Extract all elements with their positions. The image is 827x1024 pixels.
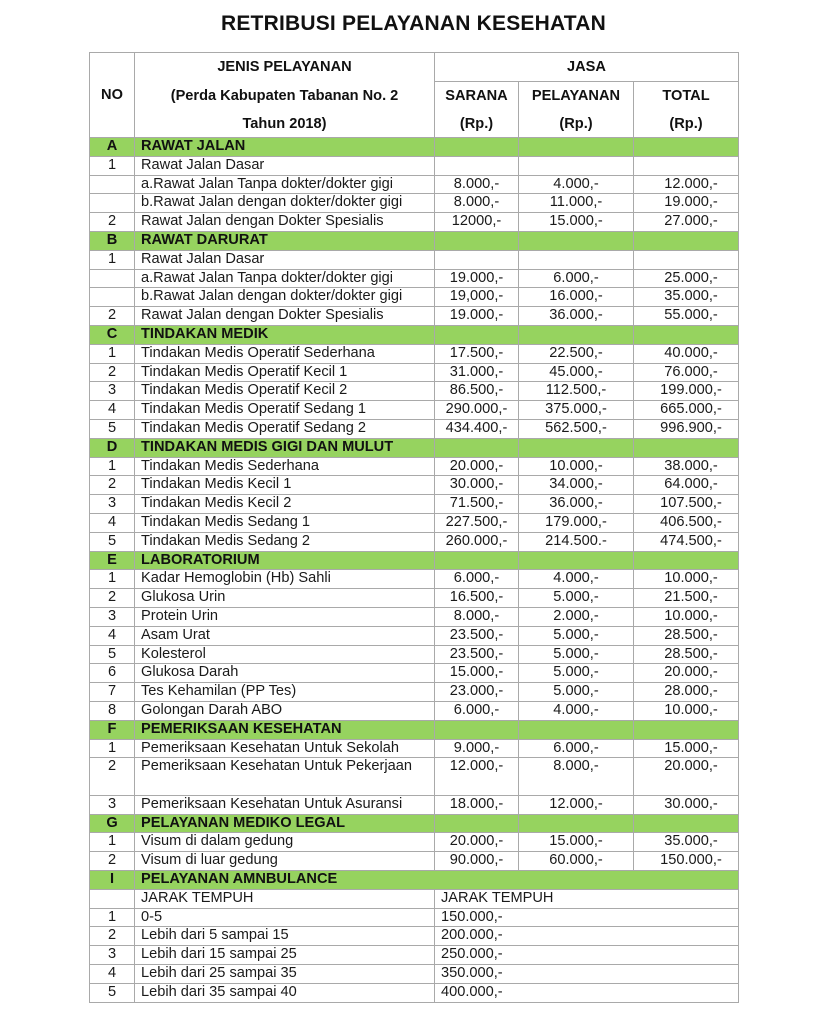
row-sarana: 16.500,- xyxy=(435,589,519,608)
row-description: Pemeriksaan Kesehatan Untuk Pekerjaan xyxy=(135,758,435,796)
section-empty-cell xyxy=(435,325,519,344)
row-sarana: 6.000,- xyxy=(435,570,519,589)
row-description: Tindakan Medis Sederhana xyxy=(135,457,435,476)
row-total: 55.000,- xyxy=(634,307,739,326)
row-total: 76.000,- xyxy=(634,363,739,382)
row-total: 15.000,- xyxy=(634,739,739,758)
row-number xyxy=(90,194,135,213)
section-code: D xyxy=(90,438,135,457)
section-header-d xyxy=(90,438,739,457)
table-row xyxy=(90,965,739,984)
section-empty-cell xyxy=(519,720,634,739)
section-empty-cell xyxy=(435,551,519,570)
row-sarana: 15.000,- xyxy=(435,664,519,683)
row-number: 3 xyxy=(90,382,135,401)
row-number: 5 xyxy=(90,419,135,438)
row-total: 35.000,- xyxy=(634,833,739,852)
section-title: RAWAT JALAN xyxy=(135,138,435,157)
row-description: 0-5 xyxy=(135,908,435,927)
row-value: 350.000,- xyxy=(435,965,739,984)
row-pelayanan: 562.500,- xyxy=(519,419,634,438)
section-code: G xyxy=(90,814,135,833)
row-pelayanan: 214.500.- xyxy=(519,532,634,551)
section-code: B xyxy=(90,231,135,250)
row-number: 1 xyxy=(90,739,135,758)
section-title: TINDAKAN MEDIS GIGI DAN MULUT xyxy=(135,438,435,457)
section-empty-cell xyxy=(519,138,634,157)
section-empty-cell xyxy=(634,138,739,157)
row-number: 8 xyxy=(90,701,135,720)
table-row xyxy=(90,401,739,420)
row-number: 5 xyxy=(90,532,135,551)
row-total: 199.000,- xyxy=(634,382,739,401)
row-description: Tindakan Medis Operatif Kecil 2 xyxy=(135,382,435,401)
row-pelayanan: 6.000,- xyxy=(519,739,634,758)
tariff-table xyxy=(89,52,739,1003)
section-header-i xyxy=(90,871,739,890)
row-total: 28.500,- xyxy=(634,645,739,664)
table-row xyxy=(90,645,739,664)
row-sarana: 20.000,- xyxy=(435,457,519,476)
row-sarana: 31.000,- xyxy=(435,363,519,382)
row-sarana: 8.000,- xyxy=(435,607,519,626)
row-description: a.Rawat Jalan Tanpa dokter/dokter gigi xyxy=(135,175,435,194)
row-pelayanan: 36.000,- xyxy=(519,307,634,326)
row-number xyxy=(90,889,135,908)
row-pelayanan: 6.000,- xyxy=(519,269,634,288)
row-pelayanan: 36.000,- xyxy=(519,495,634,514)
table-row xyxy=(90,664,739,683)
row-sarana: 260.000,- xyxy=(435,532,519,551)
row-total xyxy=(634,156,739,175)
row-description: Tindakan Medis Kecil 2 xyxy=(135,495,435,514)
section-code: I xyxy=(90,871,135,890)
row-pelayanan: 45.000,- xyxy=(519,363,634,382)
section-title: PEMERIKSAAN KESEHATAN xyxy=(135,720,435,739)
row-number: 3 xyxy=(90,495,135,514)
row-number: 1 xyxy=(90,344,135,363)
section-empty-cell xyxy=(634,438,739,457)
row-pelayanan: 22.500,- xyxy=(519,344,634,363)
row-number: 3 xyxy=(90,795,135,814)
row-description: Asam Urat xyxy=(135,626,435,645)
header-total-unit: (Rp.) xyxy=(634,110,739,138)
row-sarana: 23.500,- xyxy=(435,645,519,664)
table-row xyxy=(90,194,739,213)
row-sarana: 18.000,- xyxy=(435,795,519,814)
row-sarana: 19.000,- xyxy=(435,307,519,326)
row-total: 474.500,- xyxy=(634,532,739,551)
row-pelayanan: 4.000,- xyxy=(519,570,634,589)
section-empty-cell xyxy=(634,325,739,344)
row-pelayanan: 16.000,- xyxy=(519,288,634,307)
row-description: b.Rawat Jalan dengan dokter/dokter gigi xyxy=(135,288,435,307)
row-total: 30.000,- xyxy=(634,795,739,814)
row-total: 64.000,- xyxy=(634,476,739,495)
section-code: F xyxy=(90,720,135,739)
row-sarana: 71.500,- xyxy=(435,495,519,514)
row-total: 10.000,- xyxy=(634,701,739,720)
section-empty-cell xyxy=(519,325,634,344)
row-number: 2 xyxy=(90,213,135,232)
row-total: 665.000,- xyxy=(634,401,739,420)
row-total: 35.000,- xyxy=(634,288,739,307)
row-number: 7 xyxy=(90,683,135,702)
row-pelayanan: 34.000,- xyxy=(519,476,634,495)
table-row xyxy=(90,175,739,194)
section-empty-cell xyxy=(435,231,519,250)
table-row xyxy=(90,852,739,871)
row-number: 2 xyxy=(90,589,135,608)
row-total: 19.000,- xyxy=(634,194,739,213)
row-description: Pemeriksaan Kesehatan Untuk Asuransi xyxy=(135,795,435,814)
row-total: 20.000,- xyxy=(634,758,739,796)
section-header-b xyxy=(90,231,739,250)
row-description: Tindakan Medis Sedang 1 xyxy=(135,513,435,532)
row-description: a.Rawat Jalan Tanpa dokter/dokter gigi xyxy=(135,269,435,288)
section-code: A xyxy=(90,138,135,157)
row-description: Tindakan Medis Operatif Sederhana xyxy=(135,344,435,363)
row-total: 996.900,- xyxy=(634,419,739,438)
row-total: 25.000,- xyxy=(634,269,739,288)
row-description: Visum di dalam gedung xyxy=(135,833,435,852)
table-row xyxy=(90,683,739,702)
row-number: 6 xyxy=(90,664,135,683)
row-value: 150.000,- xyxy=(435,908,739,927)
row-number: 3 xyxy=(90,607,135,626)
section-header-e xyxy=(90,551,739,570)
row-number: 4 xyxy=(90,401,135,420)
table-row xyxy=(90,382,739,401)
row-sarana: 19,000,- xyxy=(435,288,519,307)
table-row xyxy=(90,626,739,645)
table-row xyxy=(90,363,739,382)
section-empty-cell xyxy=(634,720,739,739)
row-total: 20.000,- xyxy=(634,664,739,683)
row-sarana: 434.400,- xyxy=(435,419,519,438)
row-pelayanan: 375.000,- xyxy=(519,401,634,420)
section-empty-cell xyxy=(519,231,634,250)
row-number: 4 xyxy=(90,965,135,984)
section-empty-cell xyxy=(435,720,519,739)
section-title: RAWAT DARURAT xyxy=(135,231,435,250)
row-sarana: 23.500,- xyxy=(435,626,519,645)
row-pelayanan: 2.000,- xyxy=(519,607,634,626)
table-row xyxy=(90,570,739,589)
header-pelayanan-unit: (Rp.) xyxy=(519,110,634,138)
row-description: Protein Urin xyxy=(135,607,435,626)
row-number: 5 xyxy=(90,983,135,1002)
row-pelayanan: 5.000,- xyxy=(519,626,634,645)
table-row xyxy=(90,213,739,232)
table-row xyxy=(90,946,739,965)
row-description: Glukosa Urin xyxy=(135,589,435,608)
section-title: PELAYANAN AMNBULANCE xyxy=(135,871,739,890)
table-row xyxy=(90,589,739,608)
table-row xyxy=(90,457,739,476)
table-row xyxy=(90,739,739,758)
section-title: LABORATORIUM xyxy=(135,551,435,570)
section-title: PELAYANAN MEDIKO LEGAL xyxy=(135,814,435,833)
table-row xyxy=(90,269,739,288)
row-sarana: 19.000,- xyxy=(435,269,519,288)
section-header-g xyxy=(90,814,739,833)
section-empty-cell xyxy=(519,438,634,457)
section-empty-cell xyxy=(634,814,739,833)
row-description: Tindakan Medis Operatif Sedang 1 xyxy=(135,401,435,420)
table-row xyxy=(90,495,739,514)
table-row xyxy=(90,795,739,814)
row-description: Visum di luar gedung xyxy=(135,852,435,871)
row-description: b.Rawat Jalan dengan dokter/dokter gigi xyxy=(135,194,435,213)
table-row xyxy=(90,250,739,269)
table-row xyxy=(90,833,739,852)
row-number: 1 xyxy=(90,250,135,269)
table-row xyxy=(90,927,739,946)
row-pelayanan: 8.000,- xyxy=(519,758,634,796)
row-sarana: 20.000,- xyxy=(435,833,519,852)
row-description: Golongan Darah ABO xyxy=(135,701,435,720)
row-pelayanan xyxy=(519,156,634,175)
row-total: 12.000,- xyxy=(634,175,739,194)
row-pelayanan: 179.000,- xyxy=(519,513,634,532)
row-sarana: 6.000,- xyxy=(435,701,519,720)
header-jenis-line1: JENIS PELAYANAN xyxy=(135,53,435,82)
row-sarana: 8.000,- xyxy=(435,194,519,213)
row-number: 1 xyxy=(90,156,135,175)
row-sarana: 12000,- xyxy=(435,213,519,232)
row-pelayanan: 11.000,- xyxy=(519,194,634,213)
header-no: NO xyxy=(90,53,135,138)
row-description: Lebih dari 35 sampai 40 xyxy=(135,983,435,1002)
row-total: 10.000,- xyxy=(634,570,739,589)
table-row xyxy=(90,476,739,495)
header-sarana: SARANA xyxy=(435,82,519,111)
section-empty-cell xyxy=(519,814,634,833)
header-jasa: JASA xyxy=(435,53,739,82)
table-row xyxy=(90,983,739,1002)
row-description: Tindakan Medis Kecil 1 xyxy=(135,476,435,495)
table-row xyxy=(90,607,739,626)
row-sarana: 8.000,- xyxy=(435,175,519,194)
header-pelayanan: PELAYANAN xyxy=(519,82,634,111)
row-description: Lebih dari 25 sampai 35 xyxy=(135,965,435,984)
row-pelayanan xyxy=(519,250,634,269)
row-number: 5 xyxy=(90,645,135,664)
header-jenis-line2: (Perda Kabupaten Tabanan No. 2 xyxy=(135,82,435,111)
table-row xyxy=(90,908,739,927)
row-pelayanan: 15.000,- xyxy=(519,833,634,852)
row-number: 2 xyxy=(90,758,135,796)
subheader-right: JARAK TEMPUH xyxy=(435,889,739,908)
row-pelayanan: 5.000,- xyxy=(519,664,634,683)
section-empty-cell xyxy=(435,438,519,457)
row-total: 28.500,- xyxy=(634,626,739,645)
section-empty-cell xyxy=(435,814,519,833)
section-header-c xyxy=(90,325,739,344)
row-sarana: 30.000,- xyxy=(435,476,519,495)
table-row xyxy=(90,419,739,438)
row-sarana xyxy=(435,250,519,269)
header-sarana-unit: (Rp.) xyxy=(435,110,519,138)
row-number: 2 xyxy=(90,927,135,946)
table-row xyxy=(90,513,739,532)
row-description: Glukosa Darah xyxy=(135,664,435,683)
row-value: 250.000,- xyxy=(435,946,739,965)
row-number xyxy=(90,269,135,288)
row-number: 1 xyxy=(90,457,135,476)
section-empty-cell xyxy=(634,551,739,570)
row-value: 400.000,- xyxy=(435,983,739,1002)
table-row xyxy=(90,758,739,796)
row-description: Rawat Jalan Dasar xyxy=(135,250,435,269)
row-number: 4 xyxy=(90,626,135,645)
table-row xyxy=(90,701,739,720)
row-sarana: 12.000,- xyxy=(435,758,519,796)
header-jenis-line3: Tahun 2018) xyxy=(135,110,435,138)
section-empty-cell xyxy=(634,231,739,250)
row-description: Lebih dari 5 sampai 15 xyxy=(135,927,435,946)
row-number: 2 xyxy=(90,307,135,326)
row-total: 150.000,- xyxy=(634,852,739,871)
row-number xyxy=(90,175,135,194)
row-pelayanan: 112.500,- xyxy=(519,382,634,401)
row-sarana: 86.500,- xyxy=(435,382,519,401)
row-sarana: 227.500,- xyxy=(435,513,519,532)
row-sarana: 17.500,- xyxy=(435,344,519,363)
row-total: 40.000,- xyxy=(634,344,739,363)
row-total: 38.000,- xyxy=(634,457,739,476)
row-total: 21.500,- xyxy=(634,589,739,608)
row-number xyxy=(90,288,135,307)
row-pelayanan: 60.000,- xyxy=(519,852,634,871)
row-number: 4 xyxy=(90,513,135,532)
row-number: 1 xyxy=(90,833,135,852)
ambulance-subheader xyxy=(90,889,739,908)
section-code: E xyxy=(90,551,135,570)
row-description: Kadar Hemoglobin (Hb) Sahli xyxy=(135,570,435,589)
row-number: 1 xyxy=(90,570,135,589)
row-total: 28.000,- xyxy=(634,683,739,702)
row-total xyxy=(634,250,739,269)
page-title: RETRIBUSI PELAYANAN KESEHATAN xyxy=(220,12,607,35)
row-pelayanan: 5.000,- xyxy=(519,589,634,608)
section-code: C xyxy=(90,325,135,344)
row-total: 27.000,- xyxy=(634,213,739,232)
row-total: 406.500,- xyxy=(634,513,739,532)
row-sarana: 9.000,- xyxy=(435,739,519,758)
row-description: Tindakan Medis Operatif Sedang 2 xyxy=(135,419,435,438)
row-sarana: 90.000,- xyxy=(435,852,519,871)
row-description: Rawat Jalan dengan Dokter Spesialis xyxy=(135,307,435,326)
row-description: Tes Kehamilan (PP Tes) xyxy=(135,683,435,702)
row-description: Pemeriksaan Kesehatan Untuk Sekolah xyxy=(135,739,435,758)
row-pelayanan: 10.000,- xyxy=(519,457,634,476)
row-description: Lebih dari 15 sampai 25 xyxy=(135,946,435,965)
section-title: TINDAKAN MEDIK xyxy=(135,325,435,344)
subheader-left: JARAK TEMPUH xyxy=(135,889,435,908)
row-value: 200.000,- xyxy=(435,927,739,946)
row-pelayanan: 4.000,- xyxy=(519,701,634,720)
table-row xyxy=(90,344,739,363)
row-number: 3 xyxy=(90,946,135,965)
row-description: Tindakan Medis Sedang 2 xyxy=(135,532,435,551)
row-description: Tindakan Medis Operatif Kecil 1 xyxy=(135,363,435,382)
row-description: Rawat Jalan dengan Dokter Spesialis xyxy=(135,213,435,232)
row-number: 2 xyxy=(90,363,135,382)
row-total: 10.000,- xyxy=(634,607,739,626)
table-row xyxy=(90,156,739,175)
table-body xyxy=(90,138,739,1003)
row-pelayanan: 12.000,- xyxy=(519,795,634,814)
row-number: 2 xyxy=(90,476,135,495)
row-sarana: 290.000,- xyxy=(435,401,519,420)
table-row xyxy=(90,532,739,551)
row-pelayanan: 5.000,- xyxy=(519,683,634,702)
row-pelayanan: 15.000,- xyxy=(519,213,634,232)
row-description: Kolesterol xyxy=(135,645,435,664)
section-header-a xyxy=(90,138,739,157)
row-number: 1 xyxy=(90,908,135,927)
row-description: Rawat Jalan Dasar xyxy=(135,156,435,175)
header-total: TOTAL xyxy=(634,82,739,111)
row-sarana xyxy=(435,156,519,175)
section-empty-cell xyxy=(519,551,634,570)
section-header-f xyxy=(90,720,739,739)
section-empty-cell xyxy=(435,138,519,157)
row-sarana: 23.000,- xyxy=(435,683,519,702)
table-row xyxy=(90,288,739,307)
row-pelayanan: 5.000,- xyxy=(519,645,634,664)
row-number: 2 xyxy=(90,852,135,871)
row-total: 107.500,- xyxy=(634,495,739,514)
table-row xyxy=(90,307,739,326)
row-pelayanan: 4.000,- xyxy=(519,175,634,194)
